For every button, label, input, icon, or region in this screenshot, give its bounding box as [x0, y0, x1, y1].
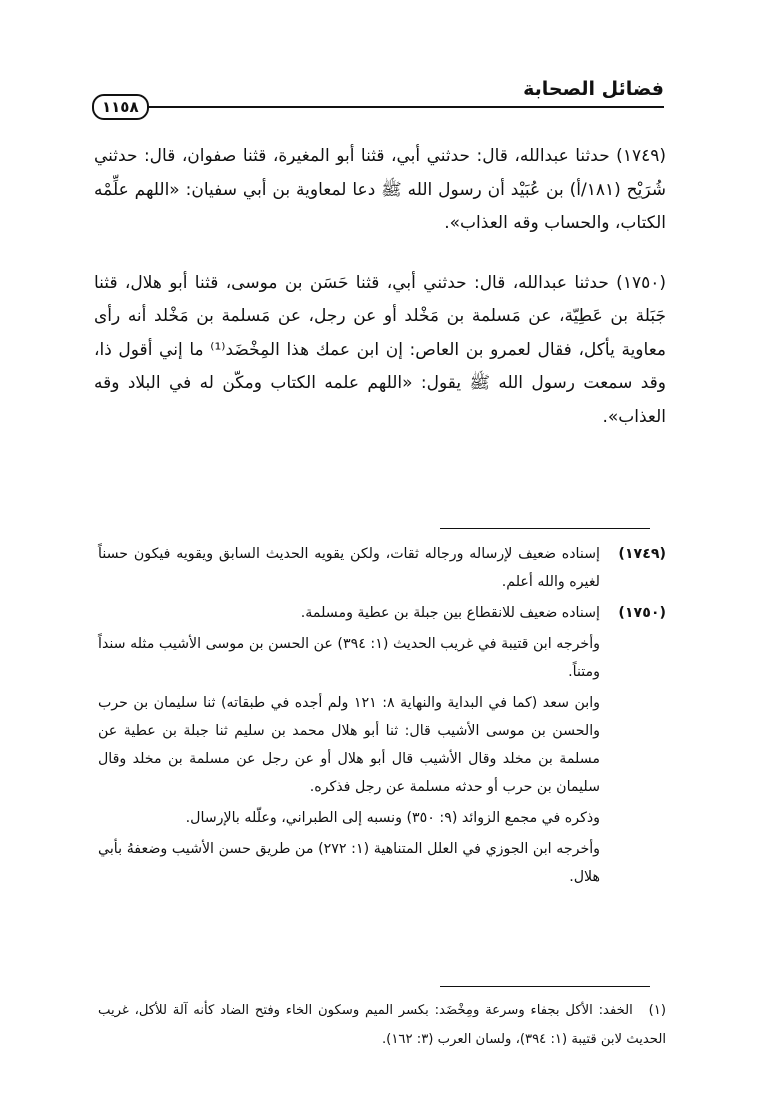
header-rule: [92, 106, 664, 108]
main-text: [94, 140, 666, 434]
page-number-badge: ١١٥٨: [92, 94, 149, 120]
running-title: فضائل الصحابة: [523, 78, 664, 100]
footnote-number: (١): [648, 1003, 666, 1018]
footnote-text: الخفد: الأكل بجفاء وسرعة ومِخْضَد: بكسر الميم وسكون الخاء وفتح الضاد كأنه آلة للأكل، غريب الحديث لابن قتيبة (١: ٣٩٤)، ولسان العرب (٣: ١٦٢).: [98, 1003, 666, 1047]
note-text: إسناده ضعيف لإرساله ورجاله ثقات، ولكن يقويه الحديث السابق ويقويه فيكون حسناً لغيره والله أعلم.: [98, 546, 600, 590]
note-1750-source-1: وأخرجه ابن قتيبة في غريب الحديث (١: ٣٩٤) عن الحسن بن موسى الأشيب مثله سنداً ومتناً.: [98, 636, 600, 680]
note-number: (١٧٤٩): [618, 546, 666, 562]
note-1750: [98, 599, 666, 627]
hadith-1749: (١٧٤٩) حدثنا عبدالله، قال: حدثني أبي، قثنا أبو المغيرة، قثنا صفوان، قال: حدثني شُرَيْح (١٨١/أ) بن عُبَيْد أن رسول الله ﷺ دعا لمعاوية بن أبي سفيان: «اللهم علِّمْه الكتاب، والحساب وقه العذاب».: [94, 146, 666, 233]
note-1750-source-2: وابن سعد (كما في البداية والنهاية ٨: ١٢١ ولم أجده في طبقاته) ثنا سليمان بن حرب والحسن بن موسى الأشيب قال: ثنا أبو هلال محمد بن سليم ثنا جبلة بن عطية عن مسلمة بن مخلد وقال الأشيب قال أبو هلال أو عن رجل عن مسلمة بن مخلد وقال سليمان بن حرب أو حدثه مسلمة عن رجل فذكره.: [98, 695, 600, 795]
footnote-separator: [440, 986, 650, 987]
note-1749: [98, 540, 666, 596]
note-1750-source-4: وأخرجه ابن الجوزي في العلل المتناهية (١: ٢٧٢) من طريق حسن الأشيب وضعفهُ بأبي هلال.: [98, 841, 601, 885]
takhrij-notes: [98, 540, 666, 894]
note-1750-source-3: وذكره في مجمع الزوائد (٩: ٣٥٠) ونسبه إلى الطبراني، وعلّله بالإرسال.: [185, 810, 600, 826]
hadith-1750: (١٧٥٠) حدثنا عبدالله، قال: حدثني أبي، قثنا حَسَن بن موسى، قثنا أبو هلال، قثنا جَبَلة بن عَطِيّة، عن مَسلمة بن مَخْلد أو عن رجل، عن مَسلمة بن مَخْلد أنه رأى معاوية يأكل، فقال لعمرو بن العاص: إن ابن عمك هذا المِخْضَد⁽¹⁾ ما إني أقول ذا، وقد سمعت رسول الله ﷺ يقول: «اللهم علمه الكتاب ومكّن له في البلاد وقه العذاب».: [94, 272, 666, 427]
note-text: إسناده ضعيف للانقطاع بين جبلة بن عطية ومسلمة.: [300, 605, 600, 621]
notes-separator: [440, 528, 650, 529]
footnote-1: [98, 996, 666, 1054]
note-number: (١٧٥٠): [618, 605, 666, 621]
running-header: [92, 78, 664, 118]
